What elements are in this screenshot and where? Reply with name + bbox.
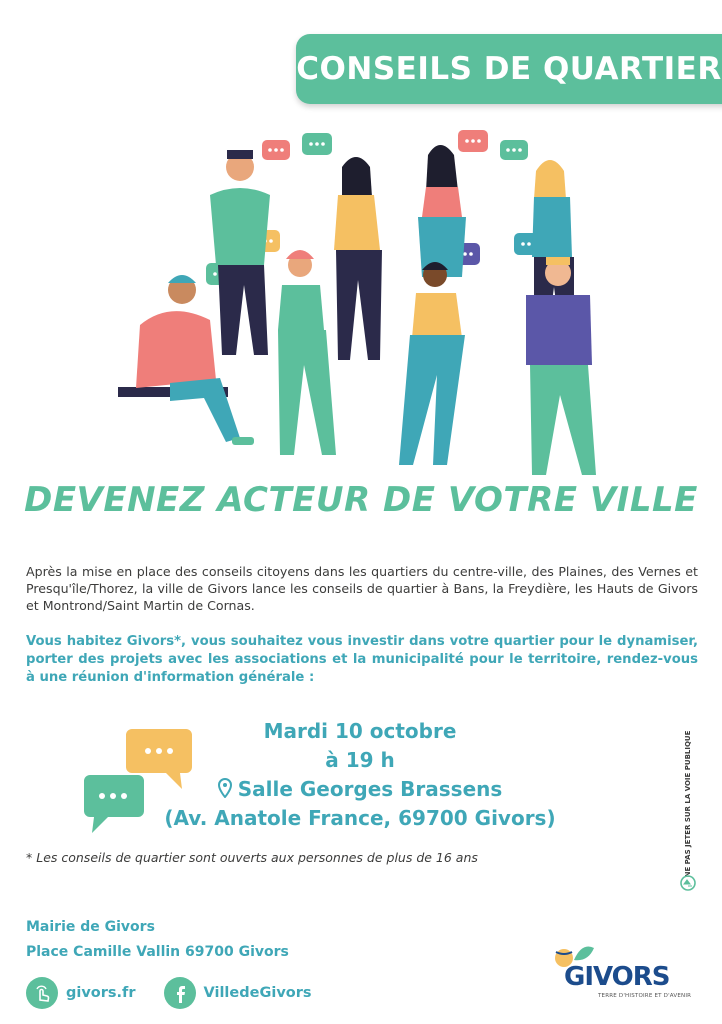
title-banner bbox=[296, 34, 722, 104]
givors-logo bbox=[550, 944, 690, 1004]
intro-paragraph: Après la mise en place des conseils citoyens dans les quartiers du centre-ville, des Plaines, des Vernes et Presqu'île/Thorez, la ville de Givors lance les conseils de quartier à Bans, la Freydière, les Hauts de Givors et Montrond/Saint Martin de Cornas. bbox=[26, 564, 698, 613]
event-date: Mardi 10 octobre bbox=[263, 719, 457, 743]
invite-paragraph: Vous habitez Givors*, vous souhaitez vous investir dans votre quartier pour le dynamiser, porter des projets avec les associations et la municipalité pour le territoire, rendez-vous à une réunion d'information générale : bbox=[26, 634, 698, 685]
logo-tagline: TERRE D'HISTOIRE ET D'AVENIR bbox=[598, 993, 692, 999]
mairie-info bbox=[26, 915, 289, 965]
recycle-icon bbox=[680, 875, 696, 891]
facebook-label: VilledeGivors bbox=[203, 985, 312, 1001]
map-pin-icon bbox=[218, 778, 232, 798]
age-note: * Les conseils de quartier sont ouverts aux personnes de plus de 16 ans bbox=[26, 850, 478, 865]
people-illustration bbox=[110, 125, 620, 485]
mairie-name: Mairie de Givors bbox=[26, 919, 155, 935]
event-time: à 19 h bbox=[325, 748, 395, 772]
banner-title: CONSEILS DE QUARTIER bbox=[296, 51, 722, 87]
facebook-link[interactable] bbox=[164, 977, 312, 1009]
mairie-address: Place Camille Vallin 69700 Givors bbox=[26, 944, 289, 960]
touch-hand-icon bbox=[26, 977, 58, 1009]
headline: DEVENEZ ACTEUR DE VOTRE VILLE bbox=[24, 480, 698, 520]
event-details bbox=[150, 717, 570, 833]
facebook-icon bbox=[164, 977, 196, 1009]
event-address: (Av. Anatole France, 69700 Givors) bbox=[164, 806, 556, 830]
website-link[interactable] bbox=[26, 977, 136, 1009]
event-venue: Salle Georges Brassens bbox=[237, 777, 503, 801]
side-notice bbox=[680, 720, 696, 900]
logo-wordmark: GIVORS bbox=[564, 962, 670, 992]
side-notice-text: NE PAS JETER SUR LA VOIE PUBLIQUE bbox=[684, 730, 692, 878]
social-links bbox=[26, 976, 340, 1010]
event-venue-row bbox=[150, 775, 570, 804]
website-label: givors.fr bbox=[66, 985, 136, 1001]
